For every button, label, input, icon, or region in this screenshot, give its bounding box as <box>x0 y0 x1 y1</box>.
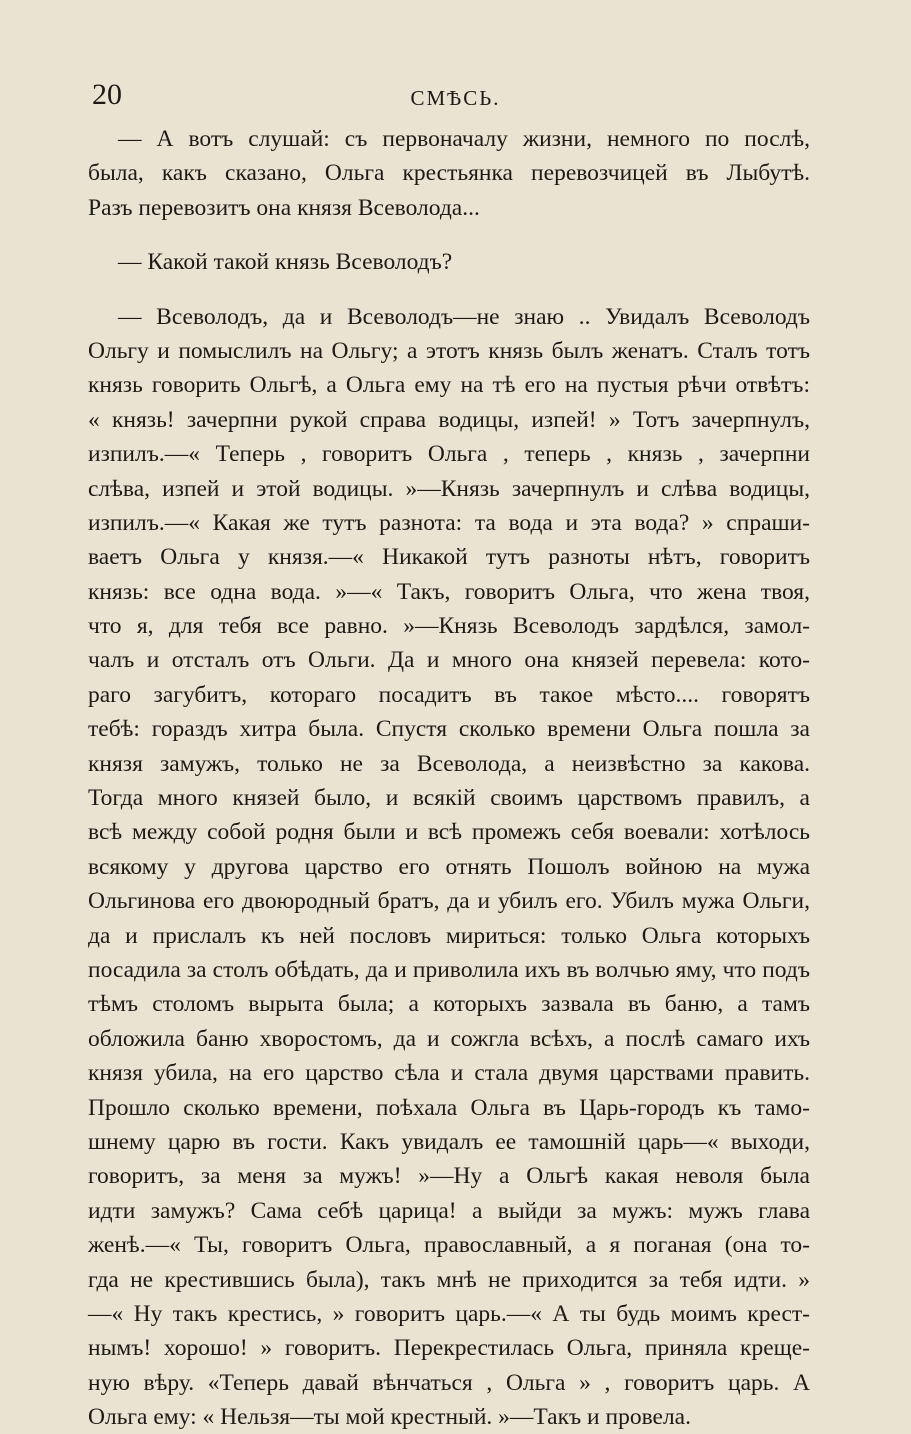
text-line: обложила баню хворостомъ, да и сожгла всѣхъ, а послѣ самаго ихъ <box>88 1025 810 1052</box>
page-number: 20 <box>92 78 122 111</box>
text-line: раго загубитъ, котораго посадитъ въ такое мѣсто.... говорятъ <box>88 681 810 708</box>
text-line: чалъ и отсталъ отъ Ольги. Да и много она князей перевела: кото- <box>88 647 810 674</box>
text-line: нымъ! хорошо! » говоритъ. Перекрестилась Ольга, приняла креще- <box>88 1335 810 1362</box>
text-line: Ольга ему: « Нельзя—ты мой крестный. »—Такъ и провела. <box>88 1404 691 1431</box>
running-head: СМѢСЬ. <box>410 86 501 110</box>
text-line: что я, для тебя все равно. »—Князь Всеволодъ зардѣлся, замол- <box>88 613 810 640</box>
text-line: ваетъ Ольга у князя.—« Никакой тутъ разноты нѣтъ, говоритъ <box>88 544 810 571</box>
text-line: тѣмъ столомъ вырыта была; а которыхъ зазвала въ баню, а тамъ <box>88 991 810 1018</box>
text-line: всѣ между собой родня были и всѣ промежъ себя воевали: хотѣлось <box>88 819 810 846</box>
text-line: —« Ну такъ крестись, » говоритъ царь.—« А ты будь моимъ крест- <box>88 1300 810 1327</box>
text-line: изпилъ.—« Теперь , говоритъ Ольга , теперь , князь , зачерпни <box>88 441 810 468</box>
text-line: « князь! зачерпни рукой справа водицы, изпей! » Тотъ зачерпнулъ, <box>88 406 810 433</box>
text-line: тебѣ: гораздъ хитра была. Спустя сколько времени Ольга пошла за <box>88 716 810 743</box>
paragraph <box>88 245 810 279</box>
text-line: изпилъ.—« Какая же тутъ разнота: та вода и эта вода? » спраши- <box>88 509 810 536</box>
text-line: гда не крестившись была), такъ мнѣ не приходится за тебя идти. » <box>88 1266 810 1293</box>
text-line: Ольгинова его двоюродный братъ, да и убилъ его. Убилъ мужа Ольги, <box>88 888 810 915</box>
text-line: ную вѣру. «Теперь давай вѣнчаться , Ольга » , говоритъ царь. А <box>88 1369 810 1396</box>
text-line: посадила за столъ обѣдать, да и приволила ихъ въ волчью яму, что подъ <box>88 956 810 983</box>
text-line: слѣва, изпей и этой водицы. »—Князь зачерпнулъ и слѣва водицы, <box>88 475 810 502</box>
text-line: князя убила, на его царство сѣла и стала двумя царствами править. <box>88 1060 810 1087</box>
body-text <box>88 122 810 1434</box>
text-line: — А вотъ слушай: съ первоначалу жизни, немного по послѣ, <box>118 126 810 152</box>
text-line: — Всеволодъ, да и Всеволодъ—не знаю .. Увидалъ Всеволодъ <box>118 303 810 330</box>
text-line: князь: все одна вода. »—« Такъ, говоритъ Ольга, что жена твоя, <box>88 578 810 605</box>
text-line: шнему царю въ гости. Какъ увидалъ ее тамошній царь—« выходи, <box>88 1128 810 1155</box>
text-line: да и прислалъ къ ней пословъ мириться: только Ольга которыхъ <box>88 922 810 949</box>
text-line: князь говорить Ольгѣ, а Ольга ему на тѣ его на пустыя рѣчи отвѣтъ: <box>88 372 810 399</box>
text-line: говоритъ, за меня за мужъ! »—Ну а Ольгѣ какая неволя была <box>88 1163 810 1190</box>
text-line: всякому у другова царство его отнять Пошолъ войною на мужа <box>88 853 810 880</box>
text-line: Разъ перевозитъ она князя Всеволода... <box>88 194 480 221</box>
paragraph <box>88 300 810 1434</box>
text-line: была, какъ сказано, Ольга крестьянка перевозчицей въ Лыбутѣ. <box>88 160 810 187</box>
text-line: Тогда много князей было, и всякій своимъ царствомъ правилъ, а <box>88 785 810 812</box>
text-line: Прошло сколько времени, поѣхала Ольга въ Царь-городъ къ тамо- <box>88 1094 810 1121</box>
text-line: женѣ.—« Ты, говоритъ Ольга, православный, а я поганая (она то- <box>88 1232 810 1259</box>
text-line: князя замужъ, только не за Всеволода, а неизвѣстно за какова. <box>88 750 810 777</box>
text-line: идти замужъ? Сама себѣ царица! а выйди за мужъ: мужъ глава <box>88 1197 810 1224</box>
text-line: — Какой такой князь Всеволодъ? <box>118 249 453 276</box>
text-line: Ольгу и помыслилъ на Ольгу; а этотъ князь былъ женатъ. Сталъ тотъ <box>88 337 810 364</box>
paragraph <box>88 122 810 225</box>
